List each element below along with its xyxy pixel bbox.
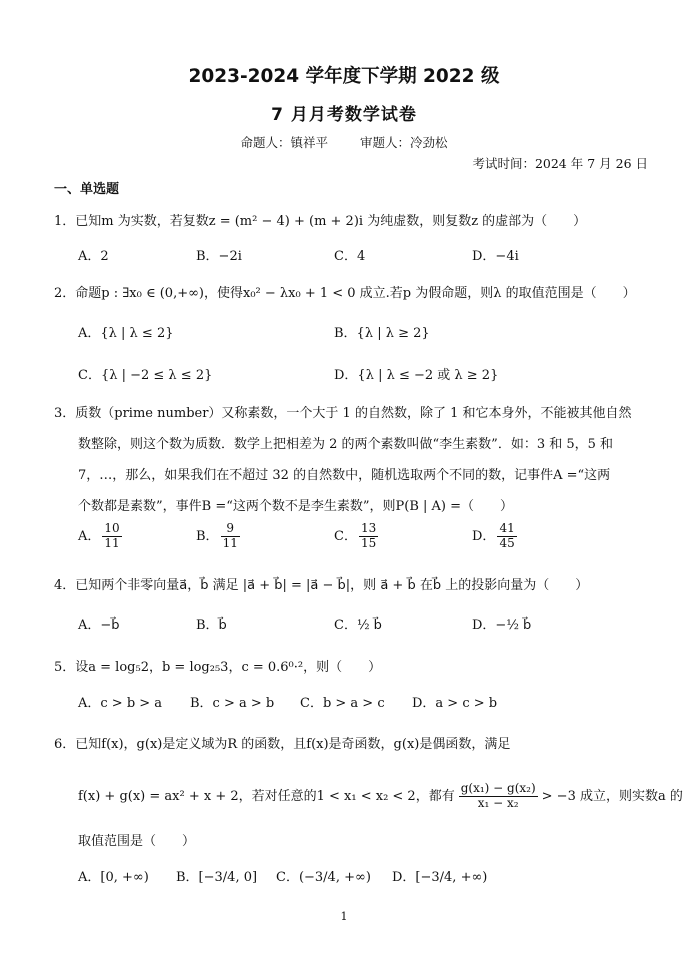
page-number: 1 bbox=[340, 910, 348, 923]
q3-option-a-fraction bbox=[102, 522, 121, 551]
q3-option-a-numerator: 10 bbox=[104, 521, 120, 535]
question-6-line-2-text: f(x) + g(x) = ax² + x + 2，若对任意的1 < x₁ < x₂ < 2，都有 bbox=[78, 788, 455, 804]
q4-option-d: D．−½ b⃗ bbox=[472, 618, 532, 633]
q5-option-b: B．c > a > b bbox=[190, 696, 275, 711]
question-6-fraction-numerator: g(x₁) − g(x₂) bbox=[460, 781, 536, 795]
q3-option-c-fraction bbox=[359, 522, 378, 551]
q1-option-a: A．2 bbox=[78, 249, 109, 264]
q3-option-b-numerator: 9 bbox=[221, 522, 240, 537]
q3-option-b-denominator: 11 bbox=[222, 535, 238, 550]
reviewer: 审题人：冷劲松 bbox=[359, 135, 448, 150]
question-3-line-4: 个数都是素数”，事件B =“这两个数不是李生素数”，则P(B | A) =（ ） bbox=[78, 499, 514, 514]
q3-option-b-label: B． bbox=[196, 528, 219, 544]
q3-option-c bbox=[334, 522, 380, 551]
q3-option-d-denominator: 45 bbox=[499, 535, 515, 550]
q3-option-b bbox=[196, 522, 242, 551]
q1-option-b: B．−2i bbox=[196, 249, 242, 264]
q3-option-c-numerator: 13 bbox=[360, 521, 377, 535]
q3-option-c-label: C． bbox=[334, 528, 357, 544]
exam-subtitle: 7 月月考数学试卷 bbox=[271, 105, 417, 125]
question-6-fraction bbox=[459, 782, 538, 811]
question-6-fraction-denominator: x₁ − x₂ bbox=[477, 795, 519, 810]
question-6-line-1: 6．已知f(x)，g(x)是定义域为R 的函数，且f(x)是奇函数，g(x)是偶函数，满足 bbox=[54, 737, 511, 752]
q4-option-a: A．−b⃗ bbox=[78, 618, 120, 633]
q3-option-c-denominator: 15 bbox=[360, 535, 377, 550]
question-3-line-3: 7，…，那么，如果我们在不超过 32 的自然数中，随机选取两个不同的数，记事件A =“这两 bbox=[78, 468, 611, 483]
question-6-line-3: 取值范围是（ ） bbox=[78, 834, 196, 849]
q3-option-d-label: D． bbox=[472, 528, 496, 544]
question-3-line-1: 3．质数（prime number）又称素数，一个大于 1 的自然数，除了 1 和它本身外，不能被其他自然 bbox=[54, 406, 632, 421]
question-5-stem: 5．设a = log₅2，b = log₂₅3，c = 0.6⁰·²，则（ ） bbox=[54, 660, 382, 675]
q3-option-d bbox=[472, 522, 519, 551]
question-2-stem: 2．命题p : ∃x₀ ∈ (0,+∞)，使得x₀² − λx₀ + 1 < 0 成立.若p 为假命题，则λ 的取值范围是（ ） bbox=[54, 286, 636, 301]
q3-option-b-fraction bbox=[221, 522, 240, 551]
q5-option-d: D．a > c > b bbox=[412, 696, 498, 711]
q3-option-a bbox=[78, 522, 124, 551]
q5-option-c: C．b > a > c bbox=[300, 696, 385, 711]
question-1-stem: 1．已知m 为实数，若复数z = (m² − 4) + (m + 2)i 为纯虚数，则复数z 的虚部为（ ） bbox=[54, 214, 587, 229]
proposer: 命题人：镇祥平 bbox=[240, 135, 328, 150]
q3-option-a-label: A． bbox=[78, 528, 101, 544]
q2-option-b: B．{λ | λ ≥ 2} bbox=[334, 326, 430, 341]
exam-title: 2023-2024 学年度下学期 2022 级 bbox=[188, 66, 500, 87]
q6-option-c: C．(−3/4, +∞) bbox=[276, 870, 371, 885]
q6-option-d: D．[−3/4, +∞) bbox=[392, 870, 488, 885]
q1-option-d: D．−4i bbox=[472, 249, 519, 264]
q1-option-c: C．4 bbox=[334, 249, 366, 264]
q2-option-a: A．{λ | λ ≤ 2} bbox=[78, 326, 174, 341]
q3-option-d-fraction bbox=[497, 522, 516, 551]
q4-option-c: C．½ b⃗ bbox=[334, 618, 382, 633]
question-3-line-2: 数整除，则这个数为质数．数学上把相差为 2 的两个素数叫做“李生素数”．如：3 和 5，5 和 bbox=[78, 437, 614, 452]
section-title: 一、单选题 bbox=[54, 182, 120, 197]
exam-date: 考试时间：2024 年 7 月 26 日 bbox=[472, 156, 648, 171]
question-4-stem: 4．已知两个非零向量a⃗，b⃗ 满足 |a⃗ + b⃗| = |a⃗ − b⃗|，则 a⃗ + b⃗ 在b⃗ 上的投影向量为（ ） bbox=[54, 578, 589, 593]
q4-option-b: B．b⃗ bbox=[196, 618, 227, 633]
author-line bbox=[0, 133, 688, 151]
q2-option-d: D．{λ | λ ≤ −2 或 λ ≥ 2} bbox=[334, 368, 499, 383]
question-6-line-2-tail: > −3 成立，则实数a 的 bbox=[541, 788, 683, 804]
q3-option-a-denominator: 11 bbox=[104, 535, 120, 550]
q3-option-d-numerator: 41 bbox=[499, 521, 515, 535]
question-6-line-2 bbox=[78, 782, 683, 811]
q6-option-a: A．[0, +∞) bbox=[78, 870, 149, 885]
q6-option-b: B．[−3/4, 0] bbox=[176, 870, 258, 885]
q2-option-c: C．{λ | −2 ≤ λ ≤ 2} bbox=[78, 368, 213, 383]
q5-option-a: A．c > b > a bbox=[78, 696, 163, 711]
